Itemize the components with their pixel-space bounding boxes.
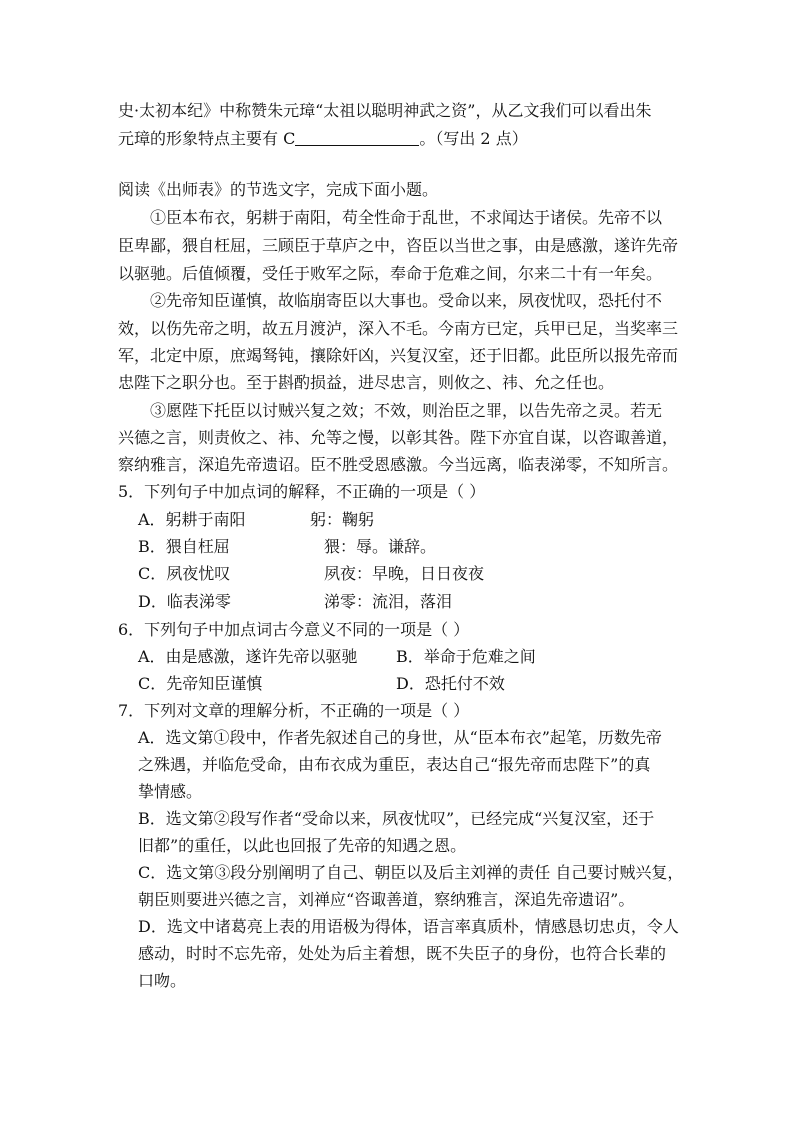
passage-p3-line-2: 兴德之言，则责攸之、祎、允等之慢，以彰其咎。陛下亦宜自谋，以咨诹善道， <box>118 428 679 447</box>
q5-option-d-gloss: 涕零：流泪，落泪 <box>324 592 453 611</box>
passage-p1-line-2: 臣卑鄙，猥自枉屈，三顾臣于草庐之中，咨臣以当世之事，由是感激，遂许先帝 <box>118 236 679 255</box>
q5-option-c[interactable] <box>138 561 485 587</box>
top-line-2-end: 。（写出 2 点） <box>419 129 528 148</box>
passage-p2-line-2: 效，以伤先帝之明，故五月渡泸，深入不毛。今南方已定，兵甲已足，当奖率三 <box>118 319 679 338</box>
q7-option-a-line-3[interactable]: 挚情感。 <box>138 782 203 801</box>
q7-option-b-line-1[interactable]: B．选文第②段写作者“受命以来，夙夜忧叹”，已经完成“兴复汉室，还于 <box>138 809 655 828</box>
passage-p2-line-1: ②先帝知臣谨慎，故临崩寄臣以大事也。受命以来，夙夜忧叹，恐托付不 <box>150 291 663 310</box>
top-line-1: 史·太初本纪》中称赞朱元璋“太祖以聪明神武之资”，从乙文我们可以看出朱 <box>118 101 652 120</box>
top-line-2 <box>118 126 528 152</box>
q5-option-c-text: C．夙夜忧叹 <box>138 564 231 583</box>
answer-blank[interactable] <box>295 129 419 146</box>
q5-option-b[interactable] <box>138 534 437 560</box>
passage-p1-line-3: 以驱驰。后值倾覆，受任于败军之际，奉命于危难之间，尔来二十有一年矣。 <box>118 264 663 283</box>
q7-stem: 7．下列对文章的理解分析，不正确的一项是（ ） <box>118 701 470 720</box>
passage-p2-line-3: 军，北定中原，庶竭驽钝，攘除奸凶，兴复汉室，还于旧都。此臣所以报先帝而 <box>118 346 679 365</box>
q6-stem: 6．下列句子中加点词古今意义不同的一项是（ ） <box>118 620 470 639</box>
q7-option-b-line-2[interactable]: 旧都”的重任，以此也回报了先帝的知遇之恩。 <box>138 836 467 855</box>
q7-option-c-line-2[interactable]: 朝臣则要进兴德之言，刘禅应“咨诹善道，察纳雅言，深追先帝遗诏”。 <box>138 890 635 909</box>
q6-option-a[interactable]: A．由是感激，遂许先帝以驱驰 <box>138 647 358 666</box>
q7-option-d-line-2[interactable]: 感动，时时不忘先帝，处处为后主着想，既不失臣子的身份，也符合长辈的 <box>138 944 667 963</box>
q5-option-d-text: D．临表涕零 <box>138 592 231 611</box>
q7-option-a-line-1[interactable]: A．选文第①段中，作者先叙述自己的身世，从“臣本布衣”起笔，历数先帝 <box>138 728 662 747</box>
q5-option-c-gloss: 夙夜：早晚，日日夜夜 <box>324 564 485 583</box>
passage-p3-line-1: ③愿陛下托臣以讨贼兴复之效；不效，则治臣之罪，以告先帝之灵。若无 <box>150 401 663 420</box>
q5-option-a[interactable] <box>138 507 375 533</box>
q6-option-b[interactable]: B．举命于危难之间 <box>396 647 536 666</box>
passage-p3-line-3: 察纳雅言，深追先帝遗诏。臣不胜受恩感激。今当远离，临表涕零，不知所言。 <box>118 455 679 474</box>
q5-option-d[interactable] <box>138 589 453 615</box>
q6-option-d[interactable]: D．恐托付不效 <box>396 674 505 693</box>
q5-stem: 5．下列句子中加点词的解释，不正确的一项是（ ） <box>118 482 486 501</box>
q6-option-c[interactable]: C．先帝知臣谨慎 <box>138 674 263 693</box>
q5-option-b-gloss: 猥：辱。谦辞。 <box>324 537 437 556</box>
top-line-2-start: 元璋的形象特点主要有 C <box>118 129 296 148</box>
q5-option-a-text: A．躬耕于南阳 <box>138 510 246 529</box>
q5-option-b-text: B．猥自枉屈 <box>138 537 230 556</box>
q7-option-d-line-1[interactable]: D．选文中诸葛亮上表的用语极为得体，语言率真质朴，情感恳切忠贞，令人 <box>138 917 679 936</box>
passage-p1-line-1: ①臣本布衣，躬耕于南阳，苟全性命于乱世，不求闻达于诸侯。先帝不以 <box>150 208 663 227</box>
q6-options-row-2 <box>138 671 505 697</box>
q7-option-d-line-3[interactable]: 口吻。 <box>138 971 187 990</box>
q6-options-row-1 <box>138 644 536 670</box>
reading-instruction: 阅读《出师表》的节选文字，完成下面小题。 <box>118 180 439 199</box>
passage-p2-line-4: 忠陛下之职分也。至于斟酌损益，进尽忠言，则攸之、祎、允之任也。 <box>118 373 615 392</box>
q7-option-c-line-1[interactable]: C．选文第③段分别阐明了自己、朝臣以及后主刘禅的责任 自己要讨贼兴复， <box>138 863 684 882</box>
q5-option-a-gloss: 躬：鞠躬 <box>310 510 375 529</box>
q7-option-a-line-2[interactable]: 之殊遇，并临危受命，由布衣成为重臣，表达自己“报先帝而忠陛下”的真 <box>138 755 651 774</box>
